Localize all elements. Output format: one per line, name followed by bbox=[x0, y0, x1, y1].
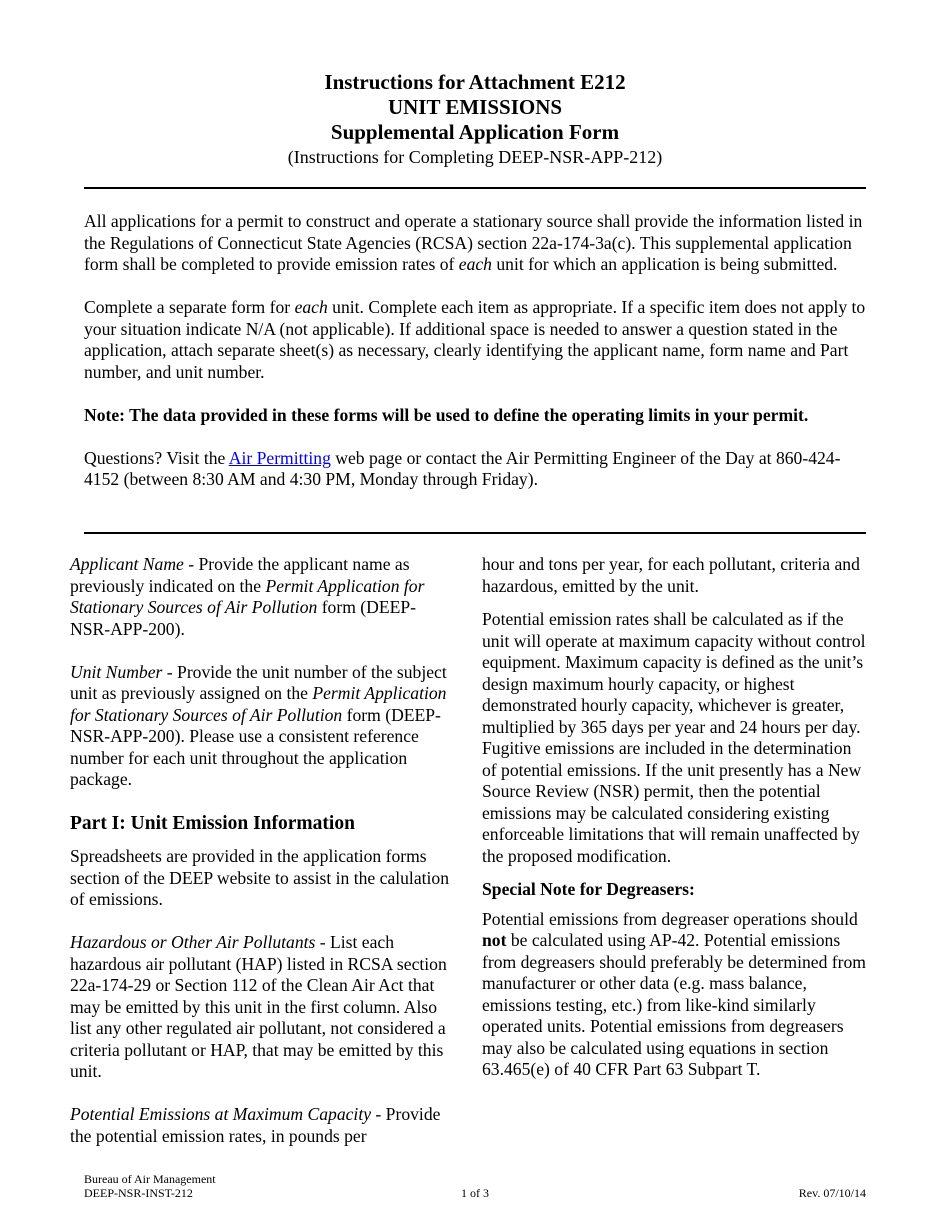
footer-doc-id: DEEP-NSR-INST-212 bbox=[84, 1186, 193, 1200]
title-subtitle: (Instructions for Completing DEEP-NSR-APP-212) bbox=[287, 147, 663, 167]
footer-bureau: Bureau of Air Management bbox=[84, 1172, 216, 1186]
unit-number-instructions: Unit Number - Provide the unit number of the subject unit as previously assigned on the Permit Application for Stationary Sources of Air Pollution form (DEEP-NSR-APP-200). Please use a consistent reference number for each unit throughout the application package. bbox=[70, 661, 447, 789]
potential-emissions-continued: hour and tons per year, for each pollutant, criteria and hazardous, emitted by the unit. bbox=[482, 554, 860, 596]
title-line-1: Instructions for Attachment E212 bbox=[324, 70, 626, 94]
footer-page-number: 1 of 3 bbox=[461, 1186, 489, 1200]
intro-note: Note: The data provided in these forms will be used to define the operating limits in your permit. bbox=[84, 404, 809, 425]
degreasers-note: Potential emissions from degreaser operations should not be calculated using AP-42. Potential emissions from degreasers should preferably be determined from manufacturer or other data (e.g. mass balance, emissions testing, etc.) from like-kind similarly operated units. Potential emissions from degreasers may also be calculated using equations in section 63.465(e) of 40 CFR Part 63 Subpart T. bbox=[482, 908, 866, 1079]
hazardous-pollutants-instructions: Hazardous or Other Air Pollutants - List each hazardous air pollutant (HAP) listed in RCSA section 22a-174-29 or Section 112 of the Clean Air Act that may be emitted by this unit in the first column. Also list any other regulated air pollutant, not considered a criteria pollutant or HAP, that may be emitted by this unit. bbox=[70, 932, 447, 1081]
title-line-3: Supplemental Application Form bbox=[330, 120, 620, 144]
footer-revision: Rev. 07/10/14 bbox=[798, 1186, 866, 1200]
degreasers-heading: Special Note for Degreasers: bbox=[482, 879, 695, 899]
title-block bbox=[0, 70, 950, 169]
spreadsheets-paragraph: Spreadsheets are provided in the application forms section of the DEEP website to assist in the calulation of emissions. bbox=[70, 846, 450, 909]
left-column bbox=[70, 554, 454, 1169]
intro-questions: Questions? Visit the Air Permitting web page or contact the Air Permitting Engineer of the Day at 860-424-4152 (between 8:30 AM and 4:30 PM, Monday through Friday). bbox=[84, 447, 841, 489]
potential-emissions-instructions: Potential Emissions at Maximum Capacity - Provide the potential emission rates, in pounds per bbox=[70, 1104, 441, 1146]
intro-paragraph-2: Complete a separate form for each unit. Complete each item as appropriate. If a specific item does not apply to your situation indicate N/A (not applicable). If additional space is needed to answer a question stated in the application, attach separate sheet(s) as necessary, clearly identifying the applicant name, form name and Part number, and unit number. bbox=[84, 297, 866, 382]
applicant-name-instructions: Applicant Name - Provide the applicant name as previously indicated on the Permit Application for Stationary Sources of Air Pollution form (DEEP-NSR-APP-200). bbox=[70, 554, 425, 639]
air-permitting-link[interactable]: Air Permitting bbox=[228, 447, 331, 468]
top-divider bbox=[84, 187, 866, 189]
title-line-2: UNIT EMISSIONS bbox=[387, 95, 563, 119]
right-column bbox=[482, 554, 868, 1102]
intro-section bbox=[84, 211, 874, 512]
potential-emissions-definition: Potential emission rates shall be calculated as if the unit will operate at maximum capacity without control equipment. Maximum capacity is defined as the unit’s design maximum hourly capacity, or highest demonstrated hourly capacity, whichever is greater, multiplied by 365 days per year and 24 hours per day. Fugitive emissions are included in the determination of potential emissions. If the unit presently has a New Source Review (NSR) permit, then the potential emissions may be calculated considering existing enforceable limitations that will remain unaffected by the proposed modification. bbox=[482, 609, 866, 866]
intro-paragraph-1: All applications for a permit to construct and operate a stationary source shall provide the information listed in the Regulations of Connecticut State Agencies (RCSA) section 22a-174-3a(c). This supplemental application form shall be completed to provide emission rates of each unit for which an application is being submitted. bbox=[84, 211, 863, 274]
part-one-heading: Part I: Unit Emission Information bbox=[70, 813, 355, 834]
section-divider bbox=[84, 532, 866, 534]
